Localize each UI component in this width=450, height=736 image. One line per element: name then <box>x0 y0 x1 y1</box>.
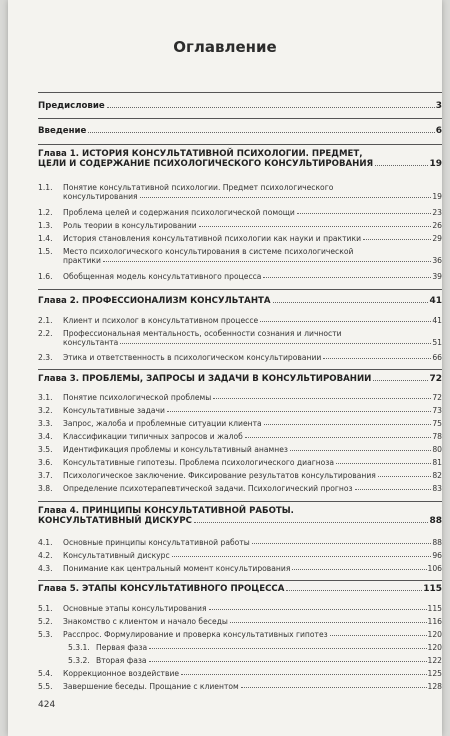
chapter-title-line: КОНСУЛЬТАТИВНЫЙ ДИСКУРС <box>38 516 192 526</box>
dot-leader <box>260 321 431 322</box>
section-number: 4.3. <box>38 564 53 573</box>
dot-leader <box>273 302 429 303</box>
dot-leader <box>297 213 432 214</box>
toc-page: 96 <box>432 551 442 560</box>
section-title: Коррекционное воздействие <box>63 669 180 678</box>
toc-page: 83 <box>432 484 442 493</box>
section-number: 5.5. <box>38 682 53 691</box>
toc-page: 72 <box>429 374 442 384</box>
chapter-heading[interactable] <box>38 374 442 384</box>
toc-page: 120 <box>427 643 442 652</box>
section-title: Вторая фаза <box>96 656 147 665</box>
dot-leader <box>172 556 432 557</box>
section-number: 4.1. <box>38 538 53 547</box>
chapter-title-line: Глава 4. ПРИНЦИПЫ КОНСУЛЬТАТИВНОЙ РАБОТЫ. <box>38 506 294 516</box>
section-title: Идентификация проблемы и консультативный анамнез <box>63 445 288 454</box>
toc-subsection[interactable] <box>38 643 442 652</box>
toc-section[interactable] <box>38 484 442 493</box>
section-number: 1.1. <box>38 183 53 192</box>
dot-leader <box>330 635 427 636</box>
toc-page: 115 <box>427 604 442 613</box>
dot-leader <box>363 239 431 240</box>
section-title: Профессиональная ментальность, особенности сознания и личности <box>63 329 342 338</box>
section-title: Роль теории в консультировании <box>63 221 197 230</box>
toc-page: 36 <box>432 256 442 265</box>
divider <box>38 289 442 290</box>
toc-section[interactable] <box>38 445 442 454</box>
toc-page: 41 <box>432 316 442 325</box>
toc-page: 122 <box>427 656 442 665</box>
dot-leader <box>149 648 426 649</box>
chapter-heading[interactable] <box>38 296 442 306</box>
section-number: 1.4. <box>38 234 53 243</box>
section-number: 5.3.2. <box>68 656 90 665</box>
toc-section[interactable] <box>38 538 442 547</box>
dot-leader <box>292 569 426 570</box>
divider <box>38 369 442 370</box>
section-number: 3.4. <box>38 432 53 441</box>
toc-section[interactable] <box>38 393 442 402</box>
toc-section[interactable] <box>38 471 442 480</box>
section-title: Основные этапы консультирования <box>63 604 207 613</box>
chapter-heading[interactable] <box>38 149 442 169</box>
toc-section[interactable] <box>38 630 442 639</box>
toc-page: 19 <box>429 159 442 169</box>
section-title: Расспрос. Формулирование и проверка консультативных гипотез <box>63 630 328 639</box>
chapter-title-line: Глава 5. ЭТАПЫ КОНСУЛЬТАТИВНОГО ПРОЦЕССА <box>38 584 285 594</box>
toc-page: 106 <box>427 564 442 573</box>
section-title: Основные принципы консультативной работы <box>63 538 250 547</box>
section-title: Обобщенная модель консультативного процесса <box>63 272 262 281</box>
toc-section[interactable] <box>38 221 442 230</box>
book-page <box>8 0 442 736</box>
section-title: Клиент и психолог в консультативном процессе <box>63 316 259 325</box>
dot-leader <box>290 450 431 451</box>
toc-section[interactable] <box>38 458 442 467</box>
dot-leader <box>181 674 426 675</box>
toc-section[interactable] <box>38 406 442 415</box>
section-number: 5.4. <box>38 669 53 678</box>
dot-leader <box>373 380 428 381</box>
dot-leader <box>241 687 427 688</box>
section-title: Классификации типичных запросов и жалоб <box>63 432 243 441</box>
toc-page: 29 <box>432 234 442 243</box>
section-title: Завершение беседы. Прощание с клиентом <box>63 682 239 691</box>
section-title: История становления консультативной психологии как науки и практики <box>63 234 362 243</box>
section-title: Понимание как центральный момент консультирования <box>63 564 291 573</box>
section-title: Место психологического консультирования в системе психологической <box>63 247 354 256</box>
section-number: 1.3. <box>38 221 53 230</box>
section-title: консультанта <box>63 338 119 347</box>
toc-page: 6 <box>435 126 442 136</box>
toc-section[interactable] <box>38 208 442 217</box>
section-number: 3.7. <box>38 471 53 480</box>
dot-leader <box>199 226 432 227</box>
toc-front-intro[interactable] <box>38 126 442 136</box>
toc-page: 120 <box>427 630 442 639</box>
section-number: 5.1. <box>38 604 53 613</box>
section-number: 2.3. <box>38 353 53 362</box>
dot-leader <box>252 543 432 544</box>
dot-leader <box>264 424 432 425</box>
chapter-title-line: Глава 3. ПРОБЛЕМЫ, ЗАПРОСЫ И ЗАДАЧИ В КОНСУЛЬТИРОВАНИИ <box>38 374 372 384</box>
toc-section[interactable] <box>38 419 442 428</box>
dot-leader <box>167 411 431 412</box>
section-number: 3.3. <box>38 419 53 428</box>
toc-section[interactable] <box>38 669 442 678</box>
section-number: 2.1. <box>38 316 53 325</box>
dot-leader <box>245 437 432 438</box>
section-number: 2.2. <box>38 329 53 338</box>
dot-leader <box>355 489 432 490</box>
section-title: Проблема целей и содержания психологической помощи <box>63 208 295 217</box>
section-number: 1.2. <box>38 208 53 217</box>
toc-page: 73 <box>432 406 442 415</box>
toc-page: 88 <box>432 538 442 547</box>
toc-subsection[interactable] <box>38 656 442 665</box>
toc-page: 80 <box>432 445 442 454</box>
toc-section[interactable] <box>38 353 442 362</box>
dot-leader <box>213 398 431 399</box>
toc-page: 19 <box>432 192 442 201</box>
section-title: Запрос, жалоба и проблемные ситуации клиента <box>63 419 262 428</box>
toc-page: 75 <box>432 419 442 428</box>
divider <box>38 92 442 93</box>
toc-page: 81 <box>432 458 442 467</box>
toc-entry-label: Введение <box>38 126 87 136</box>
section-number: 3.5. <box>38 445 53 454</box>
toc-page: 115 <box>423 584 442 594</box>
dot-leader <box>209 609 427 610</box>
toc-section[interactable] <box>38 247 442 265</box>
chapter-heading[interactable] <box>38 506 442 526</box>
dot-leader <box>103 261 431 262</box>
dot-leader <box>263 277 431 278</box>
dot-leader <box>107 107 435 108</box>
section-title: Консультативные гипотезы. Проблема психологического диагноза <box>63 458 335 467</box>
toc-page: 3 <box>435 101 442 111</box>
toc-section[interactable] <box>38 604 442 613</box>
section-title: Понятие психологической проблемы <box>63 393 212 402</box>
toc-page: 128 <box>427 682 442 691</box>
section-number: 5.3.1. <box>68 643 90 652</box>
dot-leader <box>336 463 431 464</box>
dot-leader <box>230 622 427 623</box>
toc-section[interactable] <box>38 564 442 573</box>
toc-section[interactable] <box>38 329 442 347</box>
toc-section[interactable] <box>38 272 442 281</box>
toc-page: 66 <box>432 353 442 362</box>
section-number: 3.8. <box>38 484 53 493</box>
section-title: Этика и ответственность в психологическом консультировании <box>63 353 322 362</box>
page-number: 424 <box>38 700 56 710</box>
dot-leader <box>194 522 429 523</box>
toc-section[interactable] <box>38 183 442 201</box>
dot-leader <box>88 132 434 133</box>
section-number: 3.1. <box>38 393 53 402</box>
toc-section[interactable] <box>38 316 442 325</box>
section-title: консультирования <box>63 192 138 201</box>
section-number: 5.3. <box>38 630 53 639</box>
section-title: Психологическое заключение. Фиксирование результатов консультирования <box>63 471 376 480</box>
section-title: практики <box>63 256 101 265</box>
toc-page: 82 <box>432 471 442 480</box>
toc-section[interactable] <box>38 551 442 560</box>
divider <box>38 501 442 502</box>
toc-page: 26 <box>432 221 442 230</box>
toc-section[interactable] <box>38 432 442 441</box>
toc-page: 125 <box>427 669 442 678</box>
dot-leader <box>120 343 431 344</box>
dot-leader <box>323 358 431 359</box>
toc-entry-label: Предисловие <box>38 101 105 111</box>
section-number: 3.2. <box>38 406 53 415</box>
divider <box>38 580 442 581</box>
section-title: Консультативные задачи <box>63 406 165 415</box>
dot-leader <box>149 661 427 662</box>
section-number: 1.6. <box>38 272 53 281</box>
section-number: 4.2. <box>38 551 53 560</box>
chapter-title-line: Глава 2. ПРОФЕССИОНАЛИЗМ КОНСУЛЬТАНТА <box>38 296 271 306</box>
section-title: Консультативный дискурс <box>63 551 170 560</box>
toc-section[interactable] <box>38 682 442 691</box>
section-number: 1.5. <box>38 247 53 256</box>
chapter-title-line: ЦЕЛИ И СОДЕРЖАНИЕ ПСИХОЛОГИЧЕСКОГО КОНСУЛЬТИРОВАНИЯ <box>38 159 374 169</box>
section-title: Знакомство с клиентом и начало беседы <box>63 617 228 626</box>
toc-page: 88 <box>429 516 442 526</box>
chapter-heading[interactable] <box>38 584 442 594</box>
toc-page: 116 <box>427 617 442 626</box>
chapter-title-line: Глава 1. ИСТОРИЯ КОНСУЛЬТАТИВНОЙ ПСИХОЛОГИИ. ПРЕДМЕТ, <box>38 149 363 159</box>
dot-leader <box>140 197 432 198</box>
section-number: 5.2. <box>38 617 53 626</box>
dot-leader <box>286 590 422 591</box>
page-title: Оглавление <box>173 38 277 56</box>
dot-leader <box>375 165 428 166</box>
divider <box>38 144 442 145</box>
toc-page: 41 <box>429 296 442 306</box>
toc-page: 51 <box>432 338 442 347</box>
toc-page: 78 <box>432 432 442 441</box>
section-title: Определение психотерапевтической задачи. Психологический прогноз <box>63 484 353 493</box>
section-number: 3.6. <box>38 458 53 467</box>
toc-section[interactable] <box>38 234 442 243</box>
toc-page: 39 <box>432 272 442 281</box>
divider <box>38 118 442 119</box>
section-title: Первая фаза <box>96 643 148 652</box>
toc-section[interactable] <box>38 617 442 626</box>
toc-page: 23 <box>432 208 442 217</box>
dot-leader <box>378 476 431 477</box>
section-title: Понятие консультативной психологии. Предмет психологического <box>63 183 334 192</box>
toc-page: 72 <box>432 393 442 402</box>
toc-front-preface[interactable] <box>38 101 442 111</box>
